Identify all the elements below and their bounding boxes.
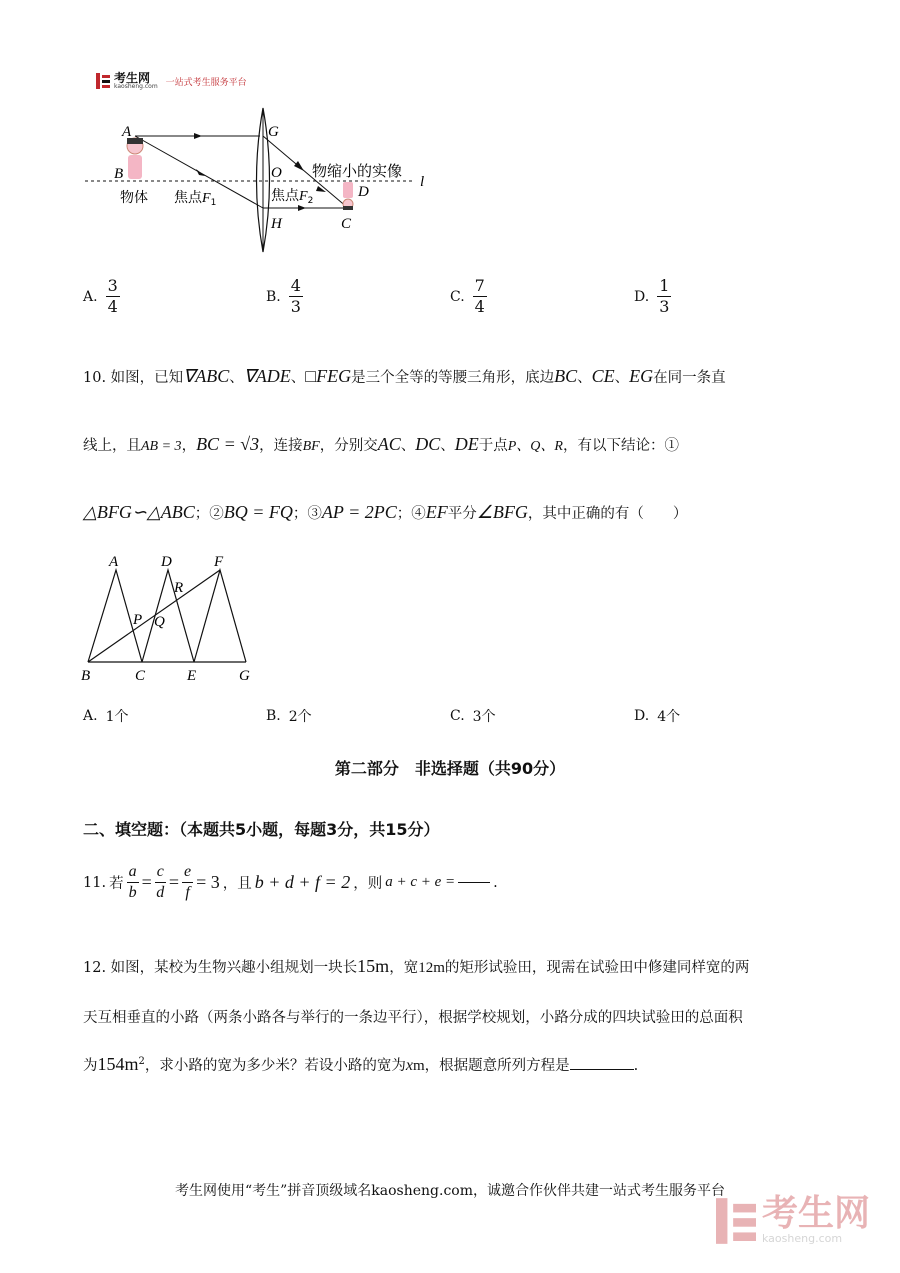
label-C: C [135,668,146,684]
option-label: C. [450,288,465,305]
q9-option-d[interactable] [634,276,671,317]
logo-domain: kaosheng.com [114,83,158,90]
label-Q: Q [154,614,165,630]
label-object: 物体 [120,190,148,206]
label-F: F [214,554,224,570]
q10-option-a[interactable]: A. 1个 [83,708,129,725]
triangles-figure [78,550,268,690]
q10-option-c[interactable]: C. 3个 [450,708,496,725]
option-fraction: $\frac{4}{3}$ [290,276,301,316]
option-label: B. [266,288,281,305]
q11: 11. 若 $\frac{a}{b}$ = $\frac{c}{d}$ = $\frac{e}{f}$ = 3 ，且 b + d + f = 2 ，则 a + c + e = . [83,863,498,901]
option-fraction: $\frac{1}{3}$ [659,276,670,316]
q12-line-1: 12. 如图，某校为生物兴趣小组规划一块长15m，宽12m的矩形试验田，现需在试验田中修建同样宽的两 [83,956,750,976]
image-figure-icon [343,182,353,210]
q10-option-b[interactable]: B. 2个 [266,708,312,725]
section2-title: 二、填空题：（本题共5小题，每题3分，共15分） [83,820,440,839]
q12-line-3: 为$154m^2$，求小路的宽为多少米？若设小路的宽为xm，根据题意所列方程是 . [83,1054,639,1074]
option-label: A. [83,288,98,305]
part2-title: 第二部分 非选择题（共90分） [334,759,566,778]
label-l: l [420,174,425,190]
logo-slogan: 一站式考生服务平台 [165,77,247,88]
q10-line-3: △BFG∽△ABC；②BQ = FQ；③AP = 2PC；④EF平分∠BFG，其中正确的有（ ） [83,502,688,522]
label-B: B [81,668,91,684]
option-fraction: $\frac{3}{4}$ [107,276,118,316]
label-G: G [268,124,279,140]
q10-line-2: 线上，且AB = 3，BC = √3，连接BF，分别交AC、DC、DE于点P、Q、R，有以下结论：① [83,434,679,454]
answer-blank[interactable] [570,1069,634,1070]
option-fraction: $\frac{7}{4}$ [474,276,485,316]
label-E: E [187,668,197,684]
label-focus1: 焦点$F_1$ [174,190,217,208]
label-D: D [358,184,369,200]
label-A: A [122,124,132,140]
q9-option-c[interactable] [450,276,487,317]
footer-text: 考生网使用“考生”拼音顶级域名kaosheng.com，诚邀合作伙伴共建一站式考生服务平台 [174,1183,726,1199]
label-O: O [271,165,282,181]
watermark-domain: kaosheng.com [762,1232,843,1245]
lens-diagram [80,100,440,260]
label-R: R [174,580,184,596]
answer-blank[interactable] [458,882,490,883]
q10-line-1: 10. 如图，已知∇ABC、∇ADE、□FEG是三个全等的等腰三角形，底边BC、CE、EG在同一条直 [83,366,726,386]
header-logo [96,72,247,90]
watermark-name: 考生网 [762,1193,871,1234]
label-A: A [109,554,119,570]
logo-name: 考生网 [114,71,151,85]
watermark [716,1193,871,1245]
watermark-mark-icon [716,1197,756,1245]
label-G: G [239,668,250,684]
object-figure-icon [127,138,143,179]
label-D: D [161,554,172,570]
label-P: P [133,612,143,628]
label-C: C [341,216,352,232]
q9-option-b[interactable] [266,276,303,317]
label-H: H [271,216,282,232]
label-focus2: 焦点$F_2$ [271,188,314,206]
brand-mark-icon [96,73,110,89]
q10-option-d[interactable]: D. 4个 [634,708,681,725]
option-label: D. [634,288,650,305]
label-B: B [114,166,124,182]
q9-option-a[interactable] [83,276,120,317]
q12-line-2: 天互相垂直的小路（两条小路各与举行的一条边平行），根据学校规划，小路分成的四块试验田的总面积 [83,1010,743,1026]
label-image: 物缩小的实像 [312,162,403,180]
